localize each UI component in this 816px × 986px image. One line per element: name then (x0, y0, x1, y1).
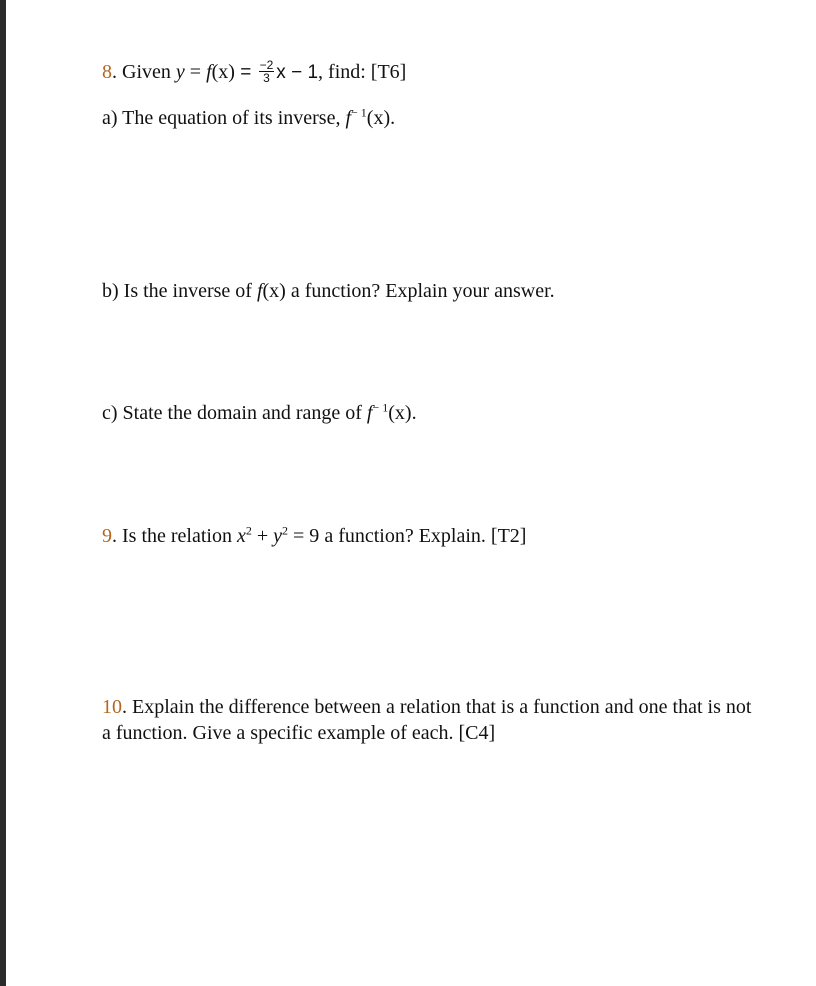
math-superscript: 2 (245, 523, 252, 538)
math-op: = (184, 61, 207, 83)
question-number: 8 (102, 61, 112, 83)
fraction-denominator: 3 (263, 70, 270, 85)
math-superscript: 2 (282, 523, 289, 538)
question-text: . Is the relation (112, 525, 237, 547)
question-8-part-a (102, 106, 395, 130)
question-number: 10 (102, 696, 122, 718)
worksheet-page (6, 0, 816, 986)
math-var: f (366, 402, 373, 424)
math-var: x (236, 525, 246, 547)
math-op: + (251, 525, 274, 547)
part-text: . (390, 107, 396, 129)
math-arg: (x) (366, 107, 391, 129)
math-var: f (206, 61, 212, 83)
part-text: a function? Explain your answer. (285, 280, 555, 302)
question-text: . Given (112, 61, 176, 83)
question-8 (102, 57, 407, 86)
math-op: = 9 (288, 525, 320, 547)
question-text: . Explain the difference between a relation that is a function and one that is not a function. Give a specific example of each. [C4] (102, 696, 752, 744)
fraction-numerator: −2 (259, 57, 274, 72)
math-superscript: − 1 (372, 400, 389, 415)
question-8-part-c (102, 401, 417, 425)
math-var: f (345, 107, 352, 129)
question-10 (102, 694, 762, 746)
part-text: a) The equation of its inverse, (102, 107, 346, 129)
math-superscript: − 1 (351, 105, 367, 120)
part-text: . (411, 402, 417, 424)
math-arg: (x) (388, 402, 412, 424)
part-text: b) Is the inverse of (102, 280, 257, 302)
question-8-part-b (102, 279, 555, 303)
math-var: f (256, 280, 263, 302)
question-9 (102, 524, 526, 548)
question-text: a function? Explain. [T2] (319, 525, 527, 547)
question-number: 9 (102, 525, 112, 547)
math-arg: (x) (211, 61, 235, 83)
part-text: c) State the domain and range of (102, 402, 367, 424)
math-var: y (273, 525, 283, 547)
question-text: , find: [T6] (318, 61, 407, 83)
fraction (259, 59, 275, 84)
math-expression: x − 1 (276, 62, 319, 83)
math-var: y (175, 61, 185, 83)
math-op: = (234, 62, 257, 83)
math-arg: (x) (262, 280, 286, 302)
